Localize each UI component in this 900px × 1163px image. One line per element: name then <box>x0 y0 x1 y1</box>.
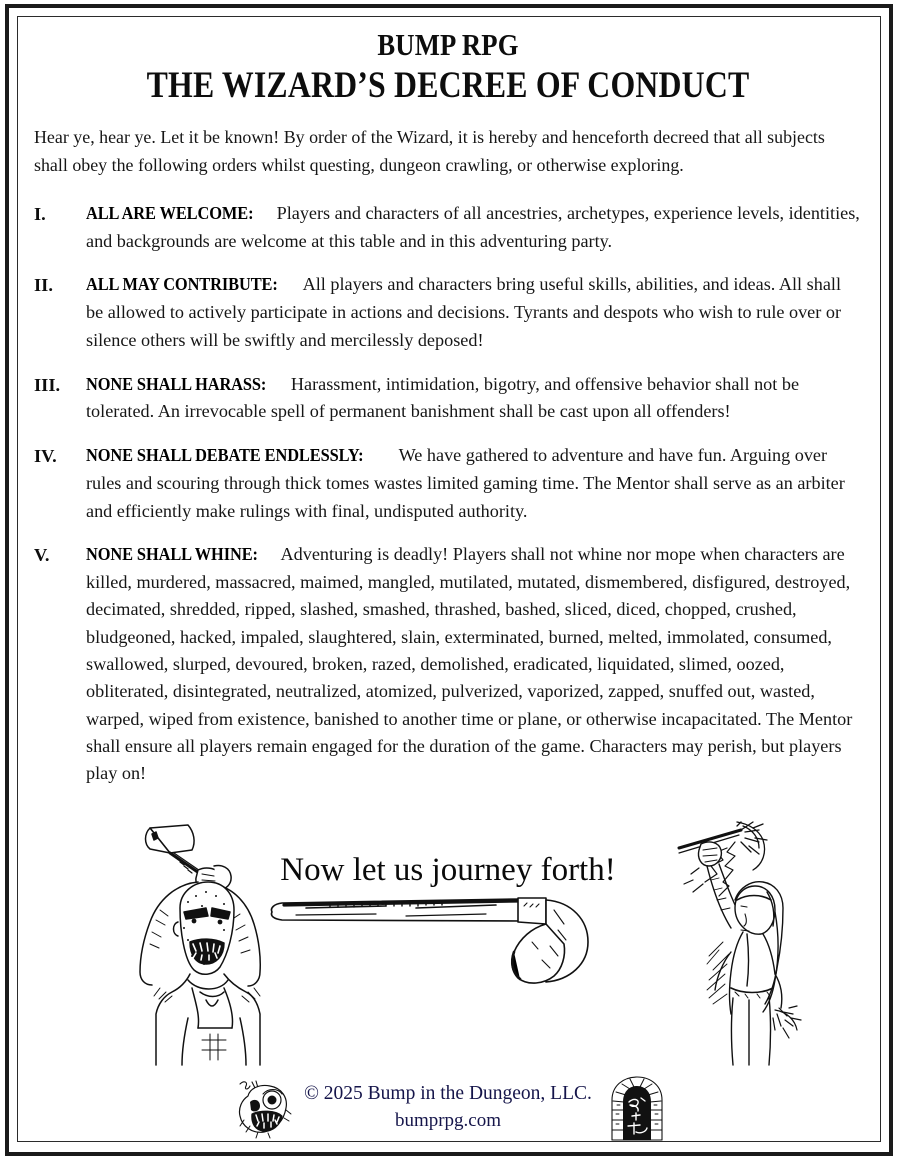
rule-heading: ALL MAY CONTRIBUTE: <box>86 274 278 295</box>
rule-item <box>34 371 862 427</box>
page-footer <box>34 1074 862 1158</box>
dungeon-doorway-logo <box>606 1074 668 1142</box>
copyright-line: © 2025 Bump in the Dungeon, LLC. <box>304 1083 592 1104</box>
rule-body-text: All players and characters bring useful skills, abilities, and ideas. All shall be allowed to actively participate in actions and decisions. Tyrants and despots who wish to rule over or silence others will be swiftly and mercilessly deposed! <box>86 274 842 350</box>
rule-body <box>86 442 862 525</box>
rule-body-text: We have gathered to adventure and have fun. Arguing over rules and scouring through thick tomes wastes limited gaming time. The Mentor shall serve as an arbiter and efficiently make rulings with final, undisputed authority. <box>86 445 845 521</box>
rule-numeral: III. <box>34 374 61 395</box>
rule-body <box>86 541 862 788</box>
page-title <box>34 28 862 106</box>
rule-body <box>86 371 862 427</box>
rule-heading: NONE SHALL HARASS: <box>86 373 267 394</box>
title-line-secondary: THE WIZARD’S DECREE OF CONDUCT <box>146 64 750 106</box>
battle-axe-illustration <box>266 890 606 990</box>
wizard-with-staff-illustration <box>679 822 814 1065</box>
illustration-band <box>34 822 862 1072</box>
barbarian-with-axe-illustration <box>114 822 274 1065</box>
rule-numeral: IV. <box>34 446 57 467</box>
rule-body-text: Harassment, intimidation, bigotry, and offensive behavior shall not be tolerated. An irrevocable spell of permanent banishment shall be cast upon all offenders! <box>86 373 800 422</box>
rule-numeral: I. <box>34 203 46 224</box>
rule-heading: NONE SHALL DEBATE ENDLESSLY: <box>86 445 364 466</box>
call-to-action-text: Now let us journey forth! <box>280 852 616 888</box>
rule-body <box>86 200 862 256</box>
rule-body-text: Players and characters of all ancestries, archetypes, experience levels, identities, and backgrounds are welcome at this table and in this adventuring party. <box>86 202 860 251</box>
page-content <box>34 22 862 1132</box>
rule-item <box>34 200 862 256</box>
rule-heading: NONE SHALL WHINE: <box>86 544 258 565</box>
rule-heading: ALL ARE WELCOME: <box>86 202 254 223</box>
intro-paragraph: Hear ye, hear ye. Let it be known! By order of the Wizard, it is hereby and henceforth decreed that all subjects shall obey the following orders whilst questing, dungeon crawling, or otherwise exploring. <box>34 127 825 175</box>
rule-item <box>34 442 862 525</box>
rule-body <box>86 271 862 354</box>
rule-item <box>34 271 862 354</box>
rule-numeral: II. <box>34 275 53 296</box>
rule-body-text: Adventuring is deadly! Players shall not whine nor mope when characters are killed, murdered, massacred, maimed, mangled, mutilated, mutated, dismembered, disfigured, destroyed, decimated, shredded, ripped, slashed, smashed, thrashed, bashed, sliced, diced, chopped, crushed, bludgeoned, hacked, impaled, slaughtered, slain, exterminated, burned, melted, immolated, consumed, swallowed, slurped, devoured, broken, razed, demolished, eradicated, liquidated, slimed, oozed, obliterated, disintegrated, neutralized, atomized, pulverized, vaporized, zapped, snuffed out, wasted, warped, wiped from existence, banished to another time or plane, or otherwise incapacitated. The Mentor shall ensure all players remain engaged for the duration of the game. Characters may perish, but players play on! <box>86 544 853 784</box>
rule-numeral: V. <box>34 545 50 566</box>
website-line[interactable]: bumprpg.com <box>394 1109 502 1131</box>
rule-item <box>34 541 862 788</box>
rules-list <box>34 200 862 788</box>
title-line-primary: BUMP RPG <box>377 27 519 62</box>
